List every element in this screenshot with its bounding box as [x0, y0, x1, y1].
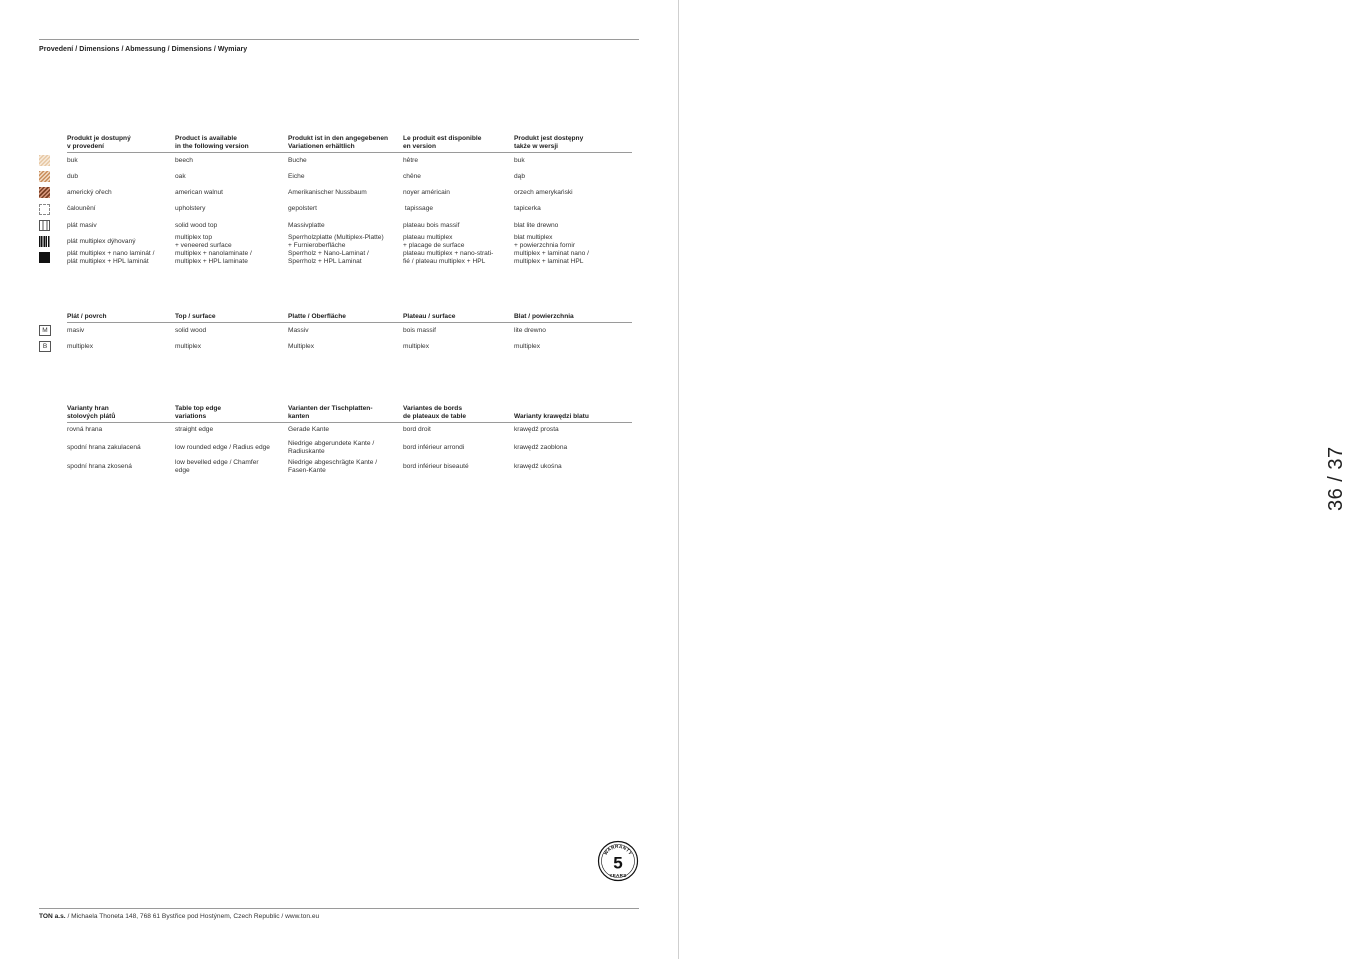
cell: rovná hrana [67, 426, 103, 434]
cell: solid wood top [175, 221, 218, 229]
cell: blat lite drewno [514, 221, 559, 229]
cell: plát multiplex + nano laminát / plát multiplex + HPL laminát [67, 250, 155, 265]
cell: Multiplex [288, 342, 315, 350]
cell: buk [67, 156, 78, 164]
page-title: Provedení / Dimensions / Abmessung / Dimensions / Wymiary [39, 46, 248, 53]
table-row [39, 457, 632, 476]
cell: plateau multiplex + nano-strati- fié / plateau multiplex + HPL [403, 250, 494, 265]
table-row [39, 152, 632, 168]
cell: american walnut [175, 188, 224, 196]
walnut-swatch-icon [39, 187, 50, 198]
header-de: Platte / Oberfläche [288, 308, 403, 322]
cell: Niedrige abgeschrägte Kante / Fasen-Kante [288, 458, 378, 474]
icon-column-header [39, 308, 67, 322]
cell: bord droit [403, 426, 431, 434]
cell: low rounded edge / Radius edge [175, 443, 270, 451]
beech-swatch-icon [39, 155, 50, 166]
cell: Amerikanischer Nussbaum [288, 188, 367, 196]
upholstery-swatch-icon [39, 204, 50, 215]
header-cs: Varianty hran stolových plátů [67, 403, 175, 422]
versions-table [39, 132, 632, 266]
cell: krawędź zaoblona [514, 443, 568, 451]
solid-wood-code-icon: M [39, 325, 51, 336]
header-cs: Plát / povrch [67, 308, 175, 322]
header-pl: Warianty krawędzi blatu [514, 403, 632, 422]
cell: lite drewno [514, 326, 546, 334]
page-divider [678, 0, 679, 959]
cell: dąb [514, 172, 526, 180]
multiplex-code-icon: B [39, 341, 51, 352]
company-name: TON a.s. [39, 913, 66, 920]
header-en: Top / surface [175, 308, 288, 322]
cell: krawędź prosta [514, 426, 559, 434]
cell: dub [67, 172, 79, 180]
table-row [39, 250, 632, 266]
page-number: 36 / 37 [1325, 446, 1347, 511]
warranty-number: 5 [613, 853, 623, 873]
cell: krawędź ukośna [514, 462, 562, 470]
cell: multiplex [403, 342, 430, 350]
header-cs: Produkt je dostupný v provedení [67, 132, 175, 152]
cell: noyer américain [403, 188, 450, 196]
header-pl: Produkt jest dostępny także w wersji [514, 132, 632, 152]
table-row [39, 438, 632, 457]
header-en: Product is available in the following version [175, 132, 288, 152]
icon-column-header [39, 403, 67, 422]
edges-table [39, 403, 632, 476]
cell: blat multiplex + powierzchnia fornir [514, 234, 576, 249]
cell: tapissage [403, 205, 434, 213]
header-de: Produkt ist in den angegebenen Variationen erhältlich [288, 132, 403, 152]
cell: multiplex top + veneered surface [175, 234, 232, 249]
table-row [39, 322, 632, 339]
header-fr: Variantes de bords de plateaux de table [403, 403, 514, 422]
oak-swatch-icon [39, 171, 50, 182]
cell: masiv [67, 326, 85, 334]
cell: Massivplatte [288, 221, 325, 229]
cell: bord inférieur biseauté [403, 462, 469, 470]
table-row [39, 185, 632, 201]
table-row [39, 233, 632, 249]
cell: straight edge [175, 426, 214, 434]
cell: spodní hrana zkosená [67, 462, 132, 470]
surface-table [39, 308, 632, 355]
cell: orzech amerykański [514, 188, 573, 196]
cell: Eiche [288, 172, 305, 180]
warranty-seal-icon [597, 840, 639, 882]
header-fr: Le produit est disponible en version [403, 132, 514, 152]
cell: Niedrige abgerundete Kante / Radiuskante [288, 439, 375, 455]
cell: bois massif [403, 326, 436, 334]
address-text: / Michaela Thoneta 148, 768 61 Bystřice pod Hostýnem, Czech Republic / www.ton.eu [65, 913, 320, 920]
cell: plát masiv [67, 221, 97, 229]
warranty-top-text: WARRANTY [602, 843, 634, 856]
cell: bord inférieur arrondi [403, 443, 465, 451]
cell: plateau bois massif [403, 221, 460, 229]
solid-wood-top-icon [39, 220, 50, 231]
cell: Gerade Kante [288, 426, 330, 434]
cell: solid wood [175, 326, 207, 334]
cell: beech [175, 156, 193, 164]
cell: Massiv [288, 326, 309, 334]
laminate-multiplex-icon [39, 252, 50, 263]
header-pl: Blat / powierzchnia [514, 308, 632, 322]
warranty-bottom-text: YEARS [609, 873, 627, 878]
icon-column-header [39, 132, 67, 152]
cell: americký ořech [67, 188, 112, 196]
cell: multiplex + nanolaminate / multiplex + HPL laminate [175, 250, 252, 265]
header-en: Table top edge variations [175, 403, 288, 422]
cell: plateau multiplex + placage de surface [403, 234, 465, 249]
header-de: Varianten der Tischplatten- kanten [288, 403, 403, 422]
cell: hêtre [403, 156, 419, 164]
cell: multiplex [67, 342, 94, 350]
table-row [39, 201, 632, 217]
top-rule [39, 39, 639, 40]
cell: čalounění [67, 205, 96, 213]
table-row [39, 339, 632, 356]
cell: oak [175, 172, 186, 180]
cell: Buche [288, 156, 307, 164]
table-row [39, 168, 632, 184]
bottom-rule [39, 908, 639, 909]
cell: multiplex [514, 342, 541, 350]
footer-address [39, 913, 319, 920]
header-fr: Plateau / surface [403, 308, 514, 322]
veneered-multiplex-icon [39, 236, 50, 247]
cell: spodní hrana zakulacená [67, 443, 141, 451]
cell: buk [514, 156, 525, 164]
cell: Sperrholzplatte (Multiplex-Platte) + Furnieroberfläche [288, 234, 384, 249]
cell: plát multiplex dýhovaný [67, 237, 136, 245]
cell: low bevelled edge / Chamfer edge [175, 458, 259, 474]
cell: chêne [403, 172, 421, 180]
cell: gepolstert [288, 205, 317, 213]
cell: tapicerka [514, 205, 541, 213]
cell: Sperrholz + Nano-Laminat / Sperrholz + HPL Laminat [288, 250, 369, 265]
table-row [39, 422, 632, 438]
cell: upholstery [175, 205, 206, 213]
cell: multiplex [175, 342, 202, 350]
table-row [39, 217, 632, 233]
cell: multiplex + laminat nano / multiplex + laminat HPL [514, 250, 589, 265]
